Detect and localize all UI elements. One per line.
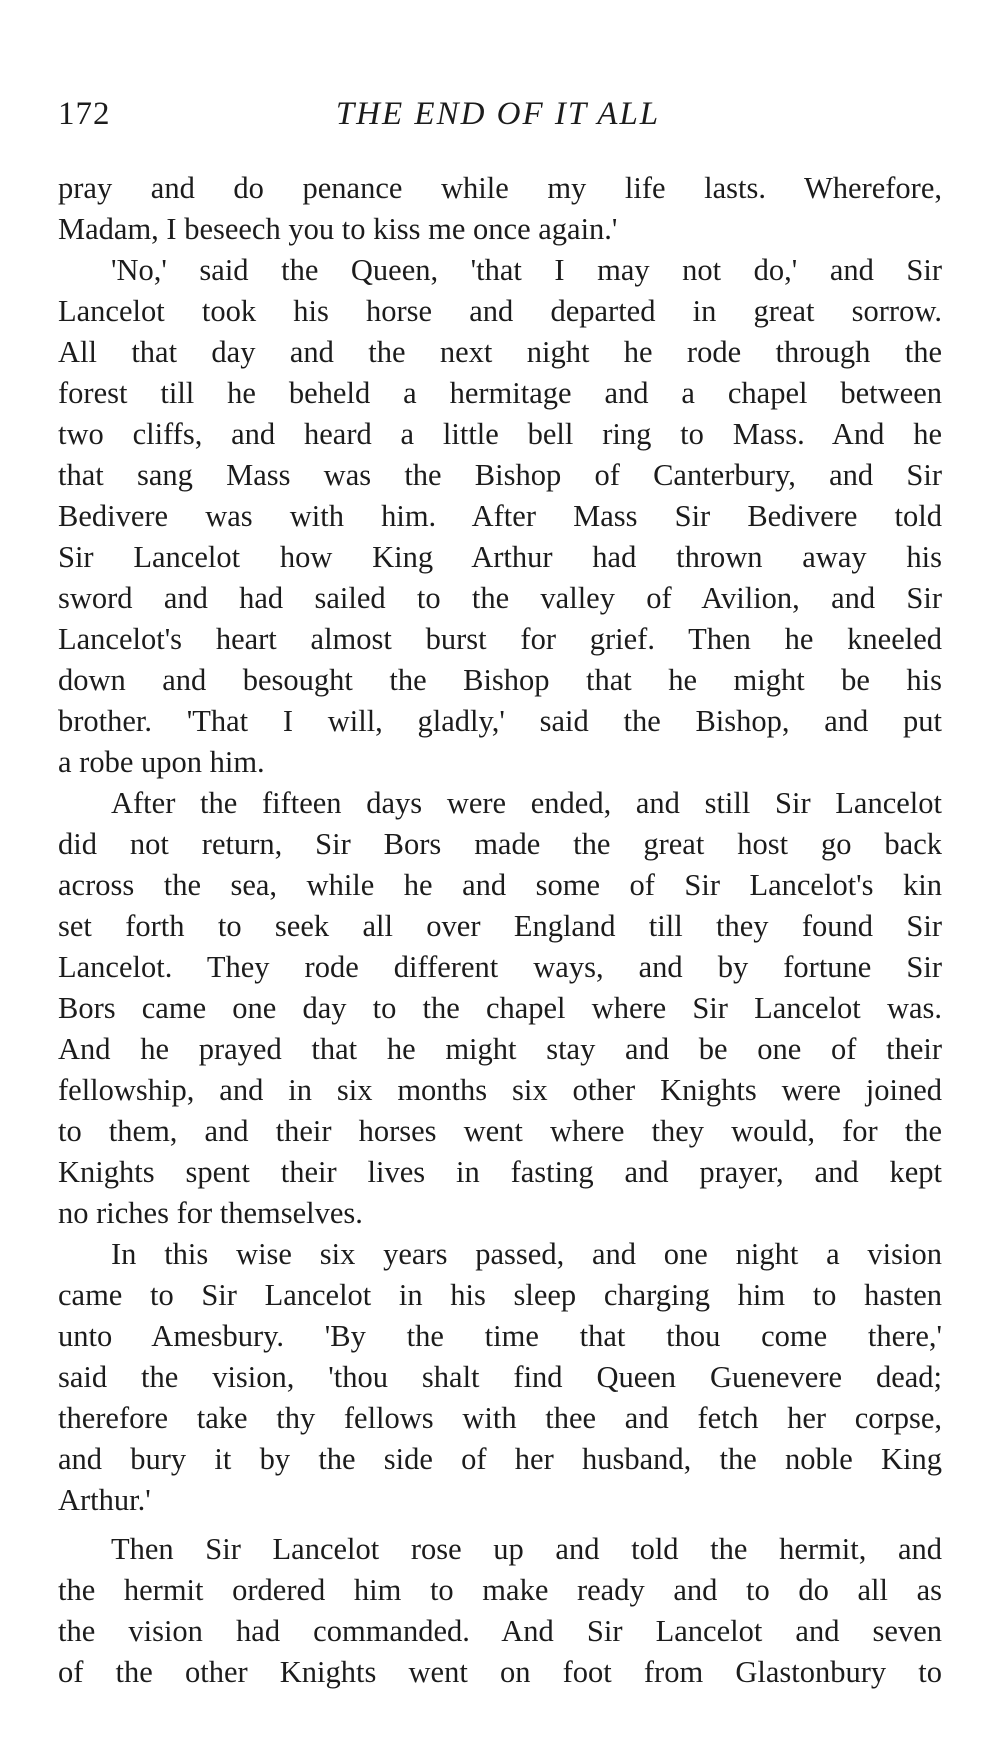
- text-line: Bors came one day to the chapel where Sir Lancelot was.: [58, 991, 942, 1025]
- text-line: Lancelot's heart almost burst for grief. Then he kneeled: [58, 622, 942, 656]
- text-line: down and besought the Bishop that he might be his: [58, 663, 942, 697]
- text-line: therefore take thy fellows with thee and fetch her corpse,: [58, 1401, 942, 1435]
- text-line: fellowship, and in six months six other Knights were joined: [58, 1073, 942, 1107]
- text-line: of the other Knights went on foot from Glastonbury to: [58, 1655, 942, 1689]
- text-line: brother. 'That I will, gladly,' said the Bishop, and put: [58, 704, 942, 738]
- text-line: pray and do penance while my life lasts. Wherefore,: [58, 171, 942, 205]
- paragraph: [58, 783, 942, 1234]
- paragraph: [58, 250, 942, 783]
- text-line: Lancelot. They rode different ways, and by fortune Sir: [58, 950, 942, 984]
- paragraph: [58, 1529, 942, 1693]
- text-line: sword and had sailed to the valley of Avilion, and Sir: [58, 581, 942, 615]
- text-line: and bury it by the side of her husband, the noble King: [58, 1442, 942, 1476]
- text-line: that sang Mass was the Bishop of Canterbury, and Sir: [58, 458, 942, 492]
- text-line: the vision had commanded. And Sir Lancelot and seven: [58, 1614, 942, 1648]
- text-line: In this wise six years passed, and one night a vision: [111, 1237, 942, 1271]
- text-line: no riches for themselves.: [58, 1196, 363, 1230]
- text-line: Knights spent their lives in fasting and prayer, and kept: [58, 1155, 942, 1189]
- paragraph: [58, 1234, 942, 1521]
- text-line: Then Sir Lancelot rose up and told the hermit, and: [111, 1532, 942, 1566]
- text-line: two cliffs, and heard a little bell ring to Mass. And he: [58, 417, 942, 451]
- text-line: All that day and the next night he rode through the: [58, 335, 942, 369]
- text-line: 'No,' said the Queen, 'that I may not do,' and Sir: [111, 253, 942, 287]
- page-number: 172: [58, 96, 111, 132]
- text-line: Madam, I beseech you to kiss me once again.': [58, 212, 618, 246]
- body-text: [58, 168, 942, 1693]
- text-line: to them, and their horses went where they would, for the: [58, 1114, 942, 1148]
- text-line: the hermit ordered him to make ready and to do all as: [58, 1573, 942, 1607]
- text-line: Arthur.': [58, 1483, 151, 1517]
- text-line: a robe upon him.: [58, 745, 265, 779]
- chapter-title: THE END OF IT ALL: [335, 96, 661, 132]
- paragraph-gap: [58, 1521, 942, 1529]
- paragraph: [58, 168, 942, 250]
- text-line: came to Sir Lancelot in his sleep charging him to hasten: [58, 1278, 942, 1312]
- running-header: [58, 92, 938, 136]
- text-line: across the sea, while he and some of Sir Lancelot's kin: [58, 868, 942, 902]
- text-line: unto Amesbury. 'By the time that thou come there,': [58, 1319, 942, 1353]
- text-line: did not return, Sir Bors made the great host go back: [58, 827, 942, 861]
- text-line: forest till he beheld a hermitage and a chapel between: [58, 376, 942, 410]
- text-line: said the vision, 'thou shalt find Queen Guenevere dead;: [58, 1360, 942, 1394]
- text-line: Lancelot took his horse and departed in great sorrow.: [58, 294, 942, 328]
- text-line: After the fifteen days were ended, and still Sir Lancelot: [111, 786, 942, 820]
- text-line: set forth to seek all over England till they found Sir: [58, 909, 942, 943]
- text-line: Bedivere was with him. After Mass Sir Bedivere told: [58, 499, 942, 533]
- text-line: And he prayed that he might stay and be one of their: [58, 1032, 942, 1066]
- text-line: Sir Lancelot how King Arthur had thrown away his: [58, 540, 942, 574]
